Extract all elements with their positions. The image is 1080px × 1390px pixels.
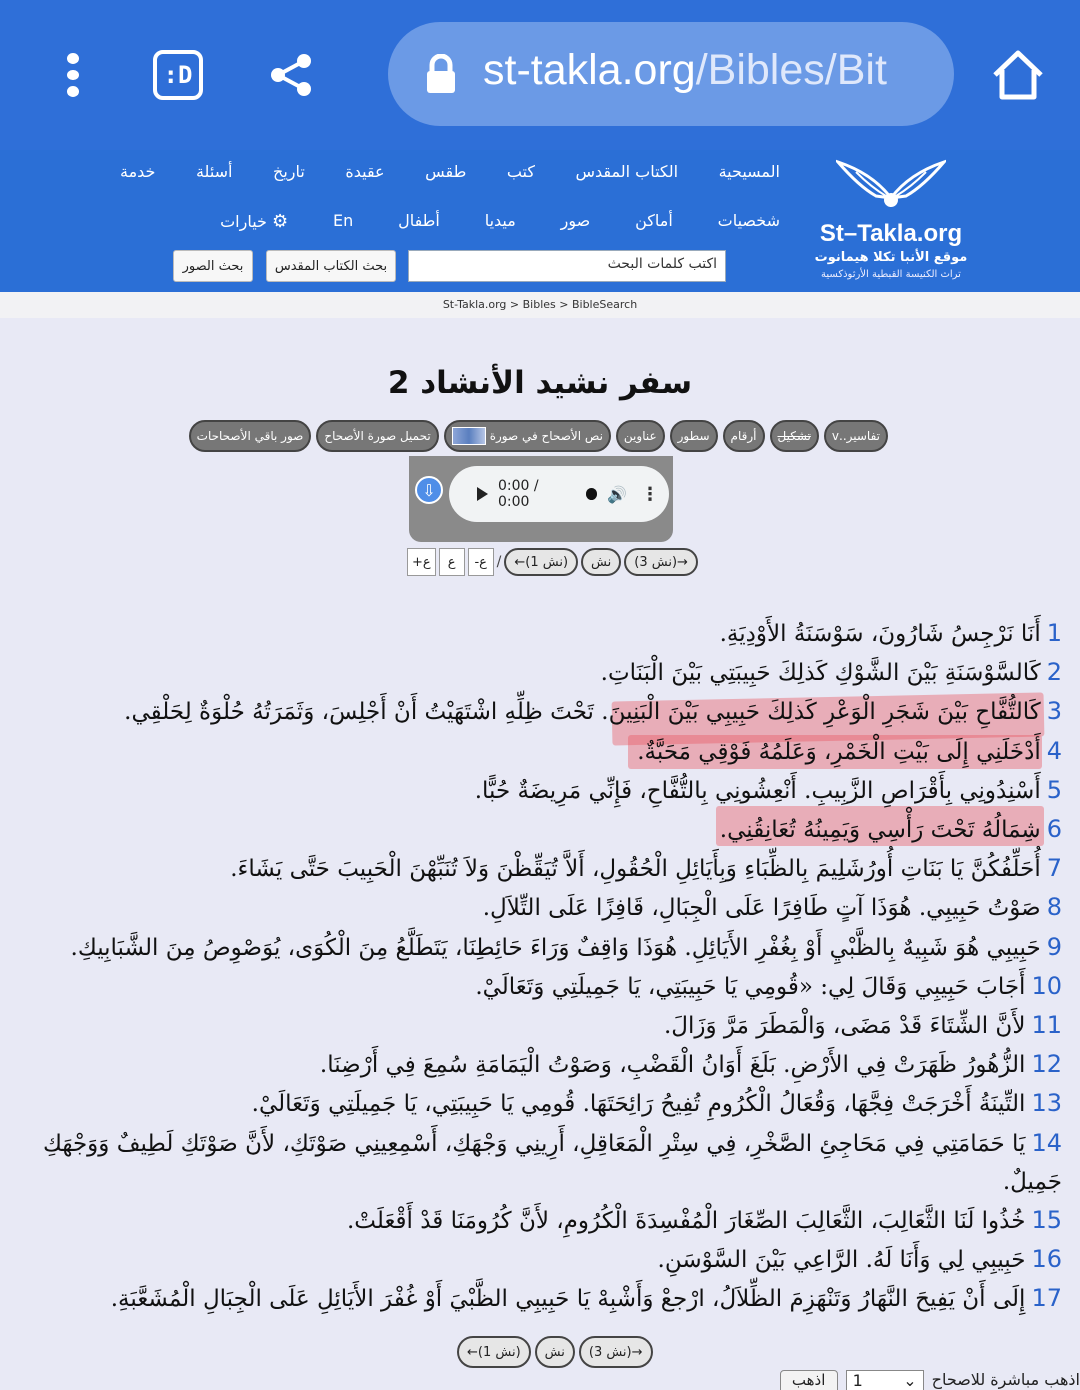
chapter-toolbar — [193, 420, 888, 452]
verse-text: الزُّهُورُ ظَهَرَتْ فِي الأَرْضِ. بَلَغَ أَوَانُ الْقَضْبِ، وَصَوْتُ الْيَمَامَةِ سُمِعَ فِي أَرْضِنَا. — [319, 1052, 1026, 1079]
download-chapter-image-button[interactable]: تحميل صورة الأصحاح — [316, 420, 438, 452]
bottom-book-index-button[interactable]: نش — [535, 1336, 575, 1368]
share-icon[interactable] — [266, 50, 316, 100]
lines-toggle[interactable]: سطور — [670, 420, 718, 452]
book-index-button[interactable]: نش — [581, 548, 621, 576]
bottom-prev-chapter-button[interactable]: ←(نش 1) — [457, 1336, 531, 1368]
logo-tagline: تراث الكنيسة القبطية الأرثوذكسية — [821, 269, 961, 280]
nav-history[interactable]: تاريخ — [273, 162, 305, 181]
audio-more-icon[interactable]: ⋮ — [641, 483, 659, 505]
diacritics-toggle[interactable]: تشكيل — [770, 420, 819, 452]
verse-text: كَالتُّفَّاحِ بَيْنَ شَجَرِ الْوَعْرِ كَذلِكَ حَبِيبِي بَيْنَ الْبَنِينَ. تَحْتَ ظِلِّهِ اشْتَهَيْتُ أَنْ أَجْلِسَ، وَثَمَرَتُهُ حُلْوَةٌ لِحَلْقِي. — [124, 699, 1041, 726]
nav-places[interactable]: أماكن — [635, 211, 673, 230]
verse-text: لأَنَّ الشِّتَاءَ قَدْ مَضَى، وَالْمَطَرَ مَرَّ وَزَالَ. — [663, 1013, 1026, 1040]
chapter-image-label: نص الأصحاح في صورة — [489, 429, 603, 443]
logo-subtitle: موقع الأنبا تكلا هيمانوت — [814, 250, 968, 265]
volume-icon[interactable]: 🔊 — [607, 484, 627, 504]
verse — [20, 1201, 1062, 1240]
verse-number[interactable]: 17 — [1031, 1284, 1062, 1313]
verse-number[interactable]: 13 — [1031, 1089, 1062, 1118]
chapter-select[interactable] — [846, 1370, 924, 1390]
site-logo[interactable] — [812, 158, 970, 288]
verse-text: يَا حَمَامَتِي فِي مَحَاجِئِ الصَّخْرِ، فِي سِتْرِ الْمَعَاقِلِ، أَرِينِي وَجْهَكِ، أَسْمِعِينِي صَوْتَكِ، لأَنَّ صَوْتَكِ لَطِيفٌ وَوَجْهَكِ جَمِيلٌ. — [42, 1130, 1062, 1195]
verse-text: أُحَلِّفُكُنَّ يَا بَنَاتِ أُورُشَلِيمَ بِالظِّبَاءِ وَبِأَيَائِلِ الْحُقُولِ، أَلاَّ تُيَقِّظْنَ وَلاَ تُنَبِّهْنَ الْحَبِيبَ حَتَّى يَشَاءَ. — [230, 856, 1041, 883]
search-input[interactable]: اكتب كلمات البحث — [408, 250, 726, 282]
verse-number[interactable]: 1 — [1046, 619, 1062, 647]
verse-text: صَوْتُ حَبِيبِي. هُوَذَا آتٍ طَافِرًا عَلَى الْجِبَالِ، قَافِزًا عَلَى التِّلاَلِ. — [482, 895, 1041, 922]
other-chapters-images-button[interactable]: صور باقي الأصحاحات — [189, 420, 312, 452]
font-increase-button[interactable]: +ع — [407, 548, 436, 576]
verse-text: حَبِيبِي لِي وَأَنَا لَهُ. الرَّاعِي بَيْنَ السَّوْسَنِ. — [657, 1247, 1026, 1274]
nav-media[interactable]: ميديا — [484, 211, 516, 230]
audio-time: 0:00 / 0:00 — [498, 478, 539, 510]
play-icon[interactable] — [477, 487, 488, 501]
verse-text: التِّينَةُ أَخْرَجَتْ فِجَّهَا، وَقُعَالُ الْكُرُومِ تُفِيحُ رَائِحَتَهَا. قُومِي يَا حَبِيبَتِي، يَا جَمِيلَتِي وَتَعَالَيْ. — [251, 1091, 1026, 1118]
nav-kids[interactable]: أطفال — [398, 211, 440, 230]
verse-text: أَنَا نَرْجِسُ شَارُونَ، سَوْسَنَةُ الأَوْدِيَةِ. — [719, 621, 1041, 647]
home-icon[interactable] — [990, 48, 1046, 102]
goto-chapter-label: اذهب مباشرة للاصحاح — [931, 1370, 1080, 1389]
goto-chapter-button[interactable]: اذهب — [780, 1370, 838, 1390]
verse-number[interactable]: 3 — [1046, 697, 1062, 726]
chapter-nav — [407, 548, 698, 576]
verse-number[interactable]: 6 — [1046, 815, 1062, 844]
verse — [20, 1124, 1062, 1201]
verse — [20, 928, 1062, 967]
nav-questions[interactable]: أسئلة — [195, 162, 233, 181]
nav-pictures[interactable]: صور — [560, 211, 591, 230]
tab-switcher-icon[interactable]: :D — [153, 50, 203, 100]
verse — [20, 1084, 1062, 1123]
breadcrumb[interactable]: St-Takla.org > Bibles > BibleSearch — [0, 292, 1080, 318]
bottom-next-chapter-button[interactable]: (نش 3)→ — [579, 1336, 653, 1368]
bottom-chapter-nav — [457, 1336, 653, 1368]
commentaries-button[interactable]: تفاسير..v — [824, 420, 888, 452]
verse-number[interactable]: 9 — [1046, 932, 1062, 961]
gear-icon: ⚙ — [272, 211, 289, 232]
main-nav-row-2 — [220, 211, 780, 232]
more-options-icon[interactable] — [55, 50, 91, 100]
chapter-text — [20, 614, 1062, 1319]
nav-christianity[interactable]: المسيحية — [718, 162, 780, 181]
verse-text: أَسْنِدُونِي بِأَقْرَاصِ الزَّبِيبِ. أَنْعِشُونِي بِالتُّفَّاحِ، فَإِنِّي مَرِيضَةٌ حُبًّا. — [474, 777, 1041, 804]
verse-number[interactable]: 12 — [1031, 1050, 1062, 1079]
verse-number[interactable]: 8 — [1046, 893, 1062, 922]
verse — [20, 732, 1062, 771]
verse-number[interactable]: 5 — [1046, 775, 1062, 804]
verse-number[interactable]: 14 — [1031, 1128, 1062, 1157]
headings-toggle[interactable]: عناوين — [616, 420, 665, 452]
search-bible-button[interactable]: بحث الكتاب المقدس — [266, 250, 396, 282]
search-images-button[interactable]: بحث الصور — [173, 250, 253, 282]
verse — [20, 1279, 1062, 1318]
verse-text: أَدْخَلَنِي إِلَى بَيْتِ الْخَمْرِ، وَعَلَمُهُ فَوْقِي مَحَبَّةٌ. — [637, 738, 1041, 765]
verse-number[interactable]: 4 — [1046, 736, 1062, 765]
separator: / — [496, 554, 502, 570]
verse-number[interactable]: 2 — [1046, 658, 1062, 687]
nav-doctrine[interactable]: عقيدة — [345, 162, 385, 181]
verse — [20, 692, 1062, 731]
next-chapter-button[interactable]: (نش 3)→ — [624, 548, 698, 576]
verse — [20, 810, 1062, 849]
verse — [20, 614, 1062, 653]
verse-number[interactable]: 10 — [1031, 971, 1062, 1000]
nav-books[interactable]: كتب — [506, 162, 535, 181]
goto-chapter-row — [744, 1370, 1080, 1390]
audio-panel — [409, 456, 673, 542]
page-title: سفر نشيد الأنشاد 2 — [387, 365, 693, 401]
verse — [20, 967, 1062, 1006]
verse-text: خُذُوا لَنَا الثَّعَالِبَ، الثَّعَالِبَ الصِّغَارَ الْمُفْسِدَةَ الْكُرُومِ، لأَنَّ كُرُومَنَا قَدْ أَقْعَلَتْ. — [346, 1208, 1026, 1235]
verse-text: أَجَابَ حَبِيبِي وَقَالَ لِي: «قُومِي يَا حَبِيبَتِي، يَا جَمِيلَتِي وَتَعَالَيْ. — [475, 973, 1026, 1000]
verse-text: إِلَى أَنْ يَفِيحَ النَّهَارُ وَتَنْهَزِمَ الظِّلاَلُ، ارْجعْ وَأَشْبِهْ يَا حَبِيبِي الظَّبْيَ أَوْ غُفْرَ الأَيَائِلِ عَلَى الْجِبَالِ الْمُشَعَّبَةِ. — [110, 1286, 1026, 1313]
verse — [20, 653, 1062, 692]
url-text[interactable]: st-takla.org/Bibles/Bit — [483, 46, 887, 94]
verse — [20, 888, 1062, 927]
address-bar[interactable] — [388, 22, 954, 126]
chevron-down-icon: ⌄ — [903, 1371, 917, 1390]
verse — [20, 1045, 1062, 1084]
prev-chapter-button[interactable]: ←(نش 1) — [504, 548, 578, 576]
nav-rites[interactable]: طقس — [425, 162, 467, 181]
audio-player — [449, 466, 669, 522]
chapter-thumbnail-icon — [452, 427, 486, 445]
verse-number[interactable]: 11 — [1031, 1011, 1062, 1040]
nav-options[interactable] — [220, 211, 288, 232]
verse — [20, 1006, 1062, 1045]
numbers-toggle[interactable]: أرقام — [723, 420, 765, 452]
nav-service[interactable]: خدمة — [120, 162, 156, 181]
logo-name: St–Takla.org — [819, 220, 963, 247]
record-dot-icon — [586, 488, 598, 500]
wings-logo-icon — [836, 158, 946, 214]
nav-english[interactable]: En — [332, 211, 354, 230]
verse-number[interactable]: 16 — [1031, 1245, 1062, 1274]
nav-bible[interactable]: الكتاب المقدس — [575, 162, 679, 181]
download-icon[interactable]: ⇩ — [415, 476, 443, 504]
font-decrease-button[interactable]: -ع — [468, 548, 494, 576]
chapter-select-value: 1 — [852, 1371, 863, 1390]
verse — [20, 1240, 1062, 1279]
verse — [20, 771, 1062, 810]
verse-text: حَبِيبِي هُوَ شَبِيهٌ بِالظَّبْيِ أَوْ بِغُفْرِ الأَيَائِلِ. هُوَذَا وَاقِفٌ وَرَاءَ حَائِطِنَا، يَتَطَلَّعُ مِنَ الْكُوَى، يُوَصْوِصُ مِنَ الشَّبَابِيكِ. — [70, 934, 1041, 961]
verse-number[interactable]: 7 — [1046, 854, 1062, 883]
lock-icon — [424, 54, 458, 94]
nav-people[interactable]: شخصيات — [717, 211, 780, 230]
verse-text: شِمَالُهُ تَحْتَ رَأْسِي وَيَمِينُهُ تُعَانِقُنِي. — [719, 817, 1041, 844]
site-header — [0, 150, 1080, 292]
verse-number[interactable]: 15 — [1031, 1206, 1062, 1235]
font-normal-button[interactable]: ع — [439, 548, 465, 576]
verse-text: كَالسَّوْسَنَةِ بَيْنَ الشَّوْكِ كَذلِكَ حَبِيبَتِي بَيْنَ الْبَنَاتِ. — [600, 660, 1041, 687]
verse — [20, 849, 1062, 888]
chapter-image-button[interactable] — [444, 420, 611, 452]
nav-options-label: خيارات — [220, 212, 267, 231]
main-nav-row-1 — [120, 162, 780, 181]
browser-toolbar — [0, 0, 1080, 150]
